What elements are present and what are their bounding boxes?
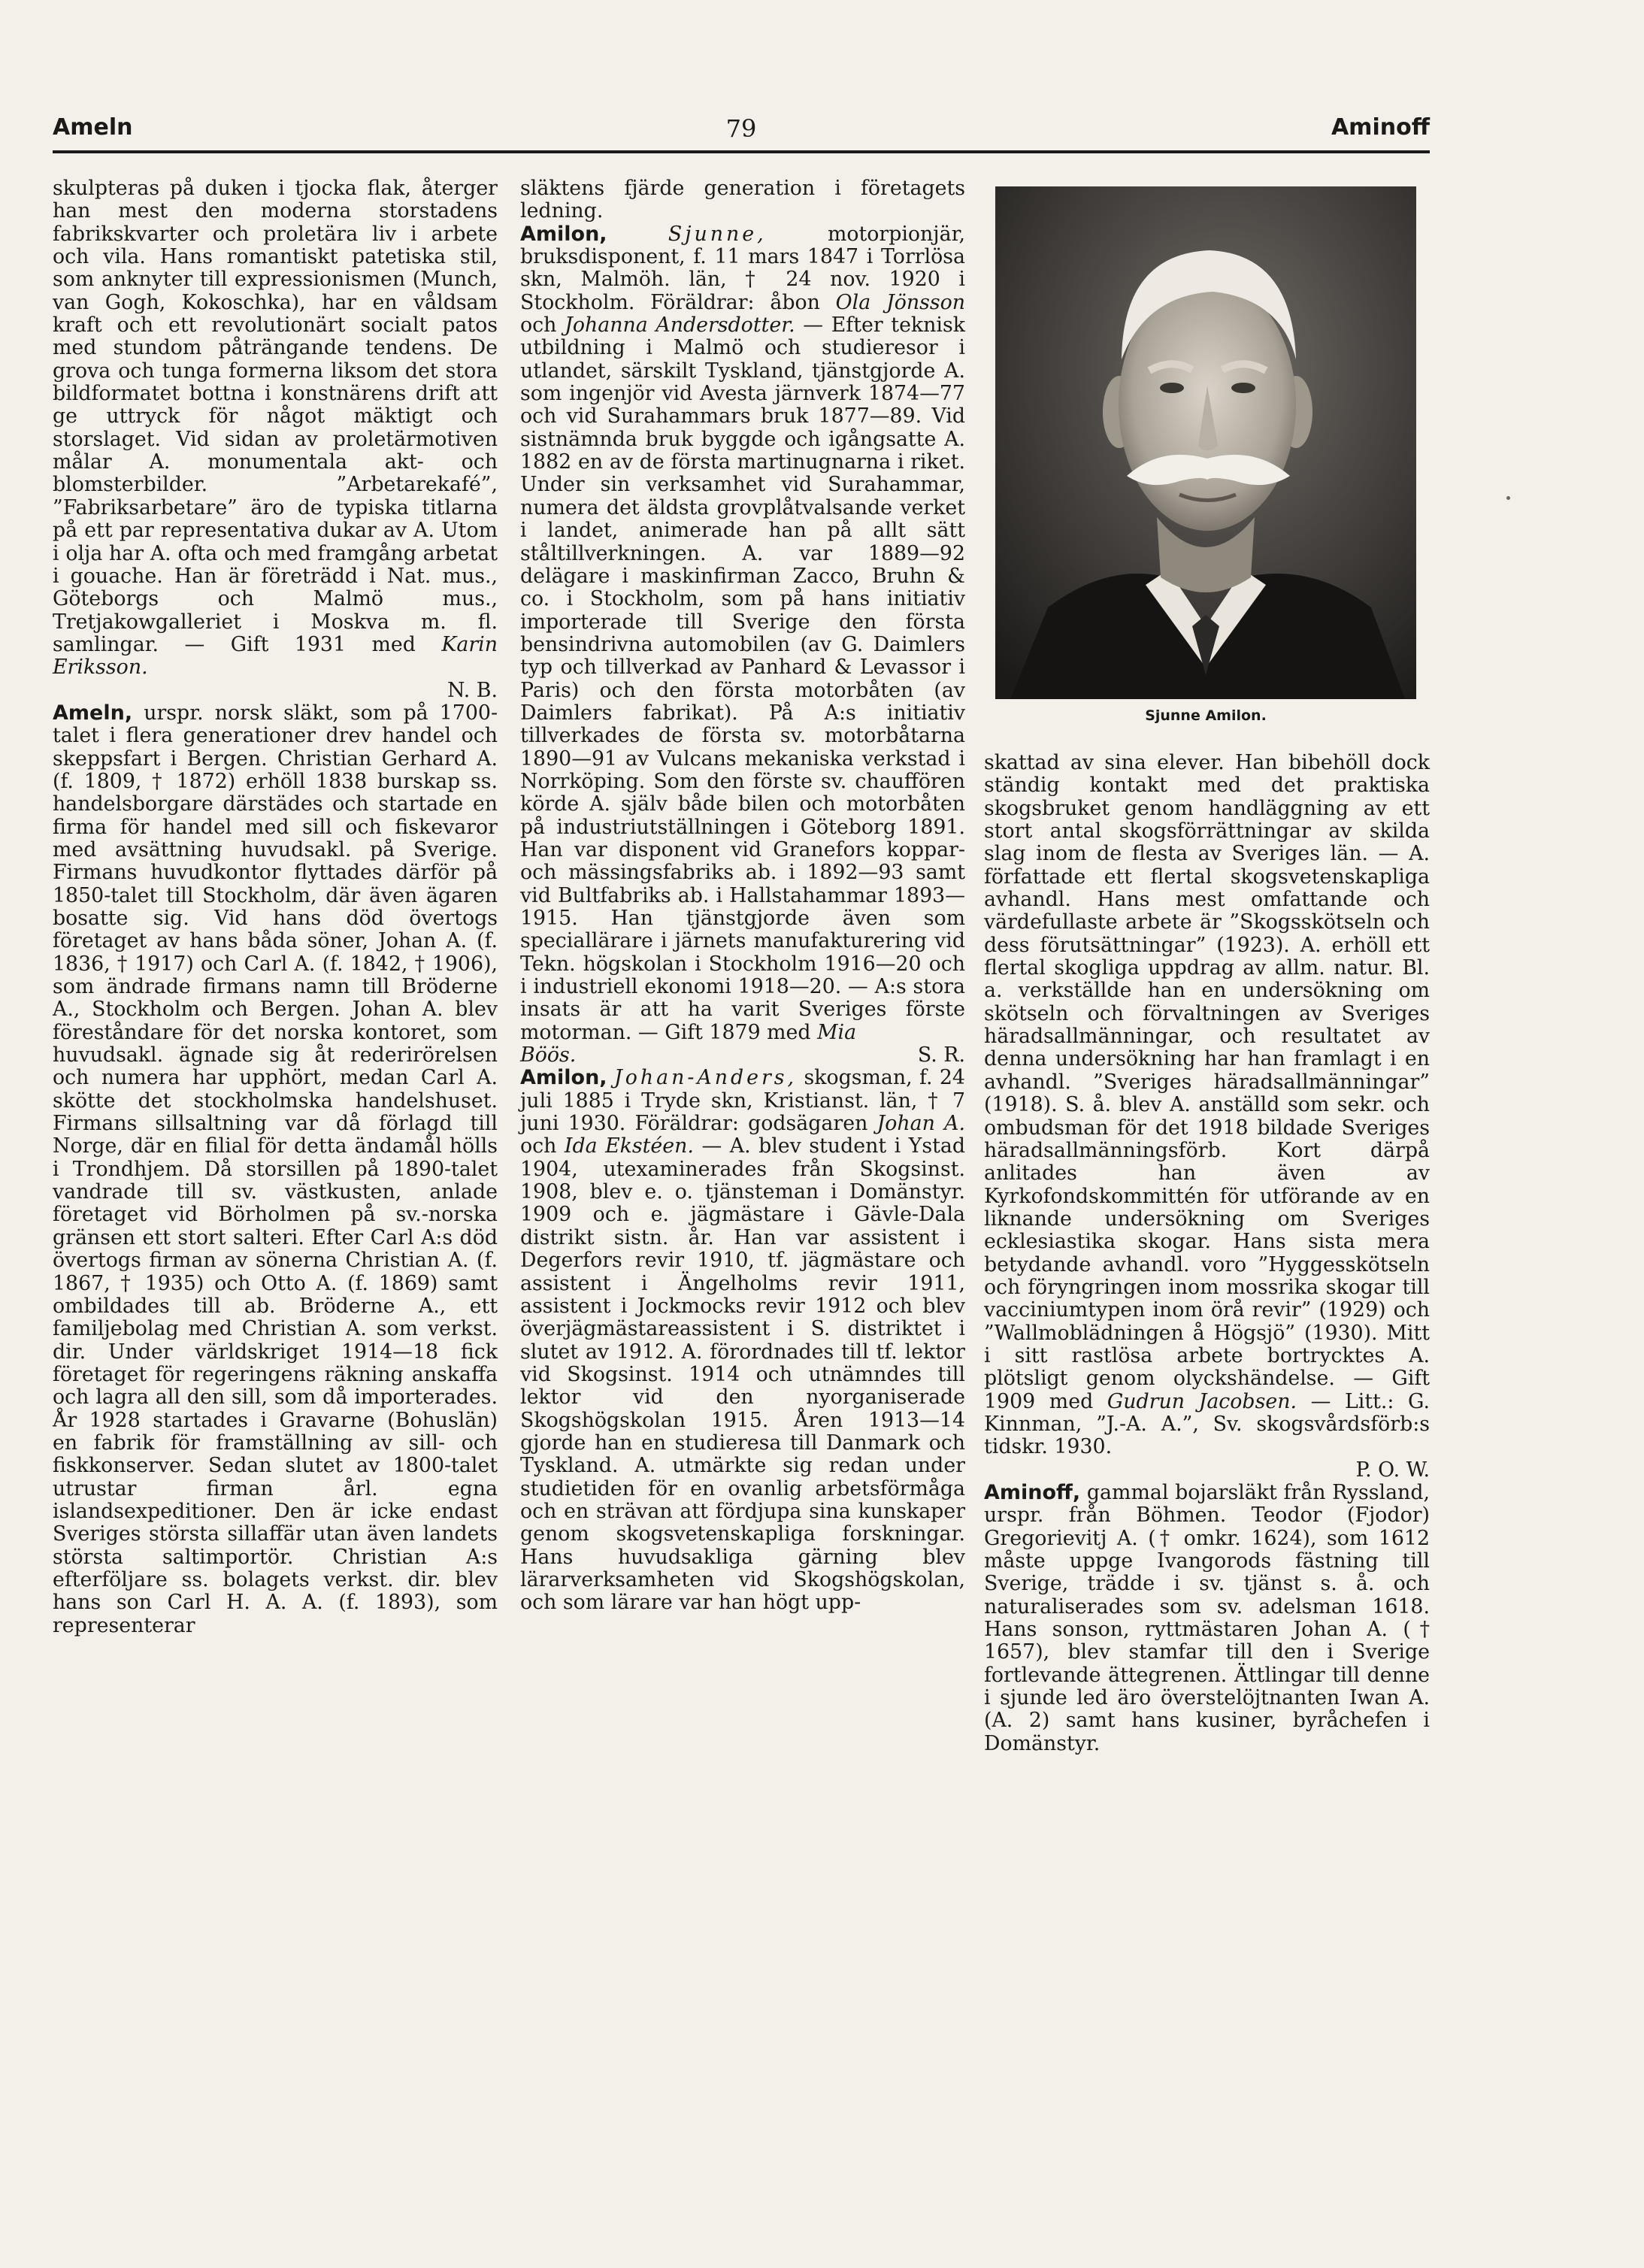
page-speck (1506, 496, 1510, 500)
running-head (53, 114, 1430, 152)
entry-given-name: Johan-Anders, (613, 1066, 798, 1090)
entry-headword: Amilon, (520, 222, 607, 246)
column-2 (520, 177, 965, 1615)
entry-text: skogsman, f. 24 juli 1885 i Tryde skn, Kristianst. län, † 7 juni 1930. Föräldrar: godsägaren (520, 1066, 965, 1136)
entry-headword: Aminoff, (984, 1481, 1081, 1504)
entry-headword: Ameln, (53, 701, 133, 725)
spouse-name: Gudrun Jacobsen. (1107, 1389, 1297, 1413)
entry-text: gammal bojarsläkt från Ryssland, urspr. från Böhmen. Teodor (Fjodor) Gregorievitj A. († omkr. 1624), som 1612 måste uppge Ivangorods fästning till Sverige, trädde i sv. tjänst s. å. och naturaliserades som sv. adelsman 1618. Hans sonson, ryttmästaren Johan A. († 1657), blev stamfar till den i Sverige fortlevande ättegrenen. Ättlingar till denne i sjunde led äro överstelöjtnanten Iwan A. (A. 2) samt hans kusiner, byråchefen i Domänstyr. (984, 1481, 1430, 1755)
portrait-caption: Sjunne Amilon. (1145, 707, 1267, 724)
entry-text: motorpionjär, bruksdisponent, f. 11 mars 1847 i Torrlösa skn, Malmöh. län, † 24 nov. 1920 i Stockholm. Föräldrar: åbon (520, 222, 965, 314)
header-rule (53, 150, 1430, 153)
entry-text: — A. blev student i Ystad 1904, utexaminerades från Skogsinst. 1908, blev e. o. tjänsteman i Domänstyr. 1909 och e. jägmästare i Gävle-Dala distrikt sistn. år. Han var assistent i Degerfors revir 1910, tf. jägmästare och assistent i Ängelholms revir 1911, assistent i Jockmocks revir 1912 och blev överjägmästareassistent i S. distriktet i slutet av 1912. A. förordnades till tf. lektor vid Skogsinst. 1914 och utnämndes till lektor vid den nyorganiserade Skogshögskolan 1915. Åren 1913—14 gjorde han en studieresa till Danmark och Tyskland. A. utmärkte sig redan under studietiden för en ovanlig arbetsförmåga och en strävan att fördjupa sina kunskaper genom skogsvetenskapliga forskningar. Hans huvudsakliga gärning blev lärarverksamheten vid Skogshögskolan, och som lärare var han högt upp- (520, 1134, 965, 1615)
entry-continuation (53, 177, 498, 702)
literature-reference: — Litt.: G. Kinnman, ”J.-A. A.”, Sv. skogsvårdsförb:s tidskr. 1930. (984, 1389, 1431, 1459)
entry-ameln (53, 702, 498, 1637)
paragraph-text: skattad av sina elever. Han bibehöll dock ständig kontakt med det praktiska skogsbruket genom handläggning av ett stort antal skogsförrättningar av skilda slag inom de flesta av Sveriges län. — A. författade ett flertal skogsvetenskapliga avhandl. Hans mest omfattande och värdefullaste arbete är ”Skogsskötseln och dess förutsättningar” (1923). A. erhöll ett flertal skogliga uppdrag av allm. natur. Bl. a. verkställde han en undersökning om skötseln och förvaltningen av Sveriges häradsallmänningar, och resultatet av denna undersökning har han framlagt i en avhandl. ”Sveriges häradsallmänningar” (1918). S. å. blev A. anställd som sekr. och ombudsman för det 1918 bildade Sveriges häradsallmänningsförb. Kort därpå anlitades han även av Kyrkofondskommittén för utförande av en liknande undersökning om Sveriges ecklesiastika skogar. Hans sista mera betydande avhandl. voro ”Hyggesskötseln och föryngringen inom mossrika skogar till vacciniumtypen inom örå revir” (1929) och ”Wallmoblädningen å Högsjö” (1930). Mitt i sitt rastlösa arbete bortrycktes A. plötsligt genom olyckshändelse. — Gift 1909 med (984, 751, 1430, 1413)
column-1 (53, 177, 498, 1637)
parent-name: Johan A. (876, 1112, 965, 1136)
author-signature: S. R. (917, 1043, 965, 1067)
page-number: 79 (725, 114, 757, 143)
signature-line (520, 1044, 965, 1067)
column-3 (984, 752, 1430, 1755)
entry-aminoff (984, 1482, 1430, 1755)
running-head-left: Ameln (53, 114, 133, 141)
entry-sjunne-amilon (520, 223, 965, 1067)
parent-name: Johanna Andersdotter. (565, 313, 795, 338)
entry-continuation (984, 752, 1430, 1482)
paragraph-text: skulpteras på duken i tjocka flak, återger han mest den moderna storstadens fabrikskvarter och proletära liv i arbete och vila. Hans romantiskt patetiska stil, som anknyter till expressionismen (Munch, van Gogh, Kokoschka), har en våldsam kraft och ett revolutionärt socialt patos med stundom påträngande tendens. De grova och tunga formerna liksom det stora bildformatet bottna i konstnärens drift att ge uttryck för något mäktigt och storslaget. Vid sidan av proletärmotiven målar A. monumentala akt- och blomsterbilder. ”Arbetarekafé”, ”Fabriksarbetare” äro de typiska titlarna på ett par representativa dukar av A. Utom i olja har A. ofta och med framgång arbetat i gouache. Han är företrädd i Nat. mus., Göteborgs och Malmö mus., Tretjakowgalleriet i Moskva m. fl. samlingar. — Gift 1931 med (53, 177, 498, 656)
portrait-photo (995, 186, 1416, 699)
parent-name: Ola Jönsson (835, 290, 965, 314)
entry-text: och (520, 313, 557, 338)
entry-headword: Amilon, (520, 1066, 607, 1090)
spouse-name: Karin Eriksson. (53, 632, 498, 680)
portrait-image (995, 186, 1416, 699)
entry-continuation (520, 177, 965, 223)
running-head-right: Aminoff (1331, 114, 1430, 141)
entry-given-name: Sjunne, (668, 222, 767, 246)
entry-johan-anders-amilon (520, 1067, 965, 1614)
author-signature: N. B. (447, 678, 498, 702)
parent-name: Ida Ekstéen. (564, 1134, 694, 1158)
entry-text: och (520, 1134, 557, 1158)
spouse-name: Mia (817, 1020, 857, 1044)
spouse-name: Böös. (520, 1043, 577, 1067)
entry-text: — Efter teknisk utbildning i Malmö och studieresor i utlandet, särskilt Tyskland, tjänstgjorde A. som ingenjör vid Avesta järnverk 1874—77 och vid Surahammars bruk 1877—89. Vid sistnämnda bruk byggde och igångsatte A. 1882 en av de första martinugnarna i riket. Under sin verksamhet vid Surahammar, numera det äldsta grovplåtvalsande verket i landet, animerade han på allt sätt ståltillverkningen. A. var 1889—92 delägare i maskinfirman Zacco, Bruhn & co. i Stockholm, som på hans initiativ importerade till Sverige den första bensindrivna automobilen (av G. Daimlers typ och tillverkad av Panhard & Levassor i Paris) och den första motorbåten (av Daimlers fabrikat). På A:s initiativ tillverkades de första sv. motorbåtarna 1890—91 av Vulcans mekaniska verkstad i Norrköping. Som den förste sv. chauffören körde A. själv både bilen och motorbåten på industriutställningen i Göteborg 1891. Han var disponent vid Granefors koppar- och mässingsfabriks ab. i 1892—93 samt vid Bultfabriks ab. i Hallstahammar 1893—1915. Han tjänstgjorde även som speciallärare i järnets manufakturering vid Tekn. högskolan i Stockholm 1916—20 och i industriell ekonomi 1918—20. — A:s stora insats är att ha varit Sveriges förste motorman. — Gift 1879 med (520, 313, 965, 1044)
author-signature: P. O. W. (1355, 1458, 1430, 1482)
paragraph-text: släktens fjärde generation i företagets ledning. (520, 177, 965, 223)
entry-text: urspr. norsk släkt, som på 1700-talet i flera generationer drev handel och skeppsfart i Bergen. Christian Gerhard A. (f. 1809, † 1872) erhöll 1838 burskap ss. handelsborgare därstädes och startade en firma för handel med sill och fiskevaror med avsättning huvudsakl. på Sverige. Firmans huvudkontor flyttades därför på 1850-talet till Stockholm, där även ägaren bosatte sig. Vid hans död övertogs företaget av hans båda söner, Johan A. (f. 1836, † 1917) och Carl A. (f. 1842, † 1906), som ändrade firmans namn till Bröderne A., Stockholm och Bergen. Johan A. blev föreståndare för det norska kontoret, som huvudsakl. ägnade sig åt rederirörelsen och numera har upphört, medan Carl A. skötte det stockholmska handelshuset. Firmans sillsaltning var då förlagd till Norge, där en filial för detta ändamål hölls i Trondhjem. Då storsillen på 1890-talet vandrade till sv. västkusten, anlade företaget vid Börholmen på sv.-norska gränsen ett stort salteri. Efter Carl A:s död övertogs firman av sönerna Christian A. (f. 1867, † 1935) och Otto A. (f. 1869) samt ombildades till ab. Bröderne A., ett familjebolag med Christian A. som verkst. dir. Under världskriget 1914—18 fick företaget för regeringens räkning anskaffa och lagra all den sill, som då importerades. År 1928 startades i Gravarne (Bohuslän) en fabrik för framställning av sill- och fiskkonserver. Sedan slutet av 1800-talet utrustar firman årl. egna islandsexpeditioner. Den är icke endast Sveriges största sillaffär utan även landets största saltimportör. Christian A:s efterföljare ss. bolagets verkst. dir. blev hans son Carl H. A. A. (f. 1893), som representerar (53, 701, 498, 1637)
